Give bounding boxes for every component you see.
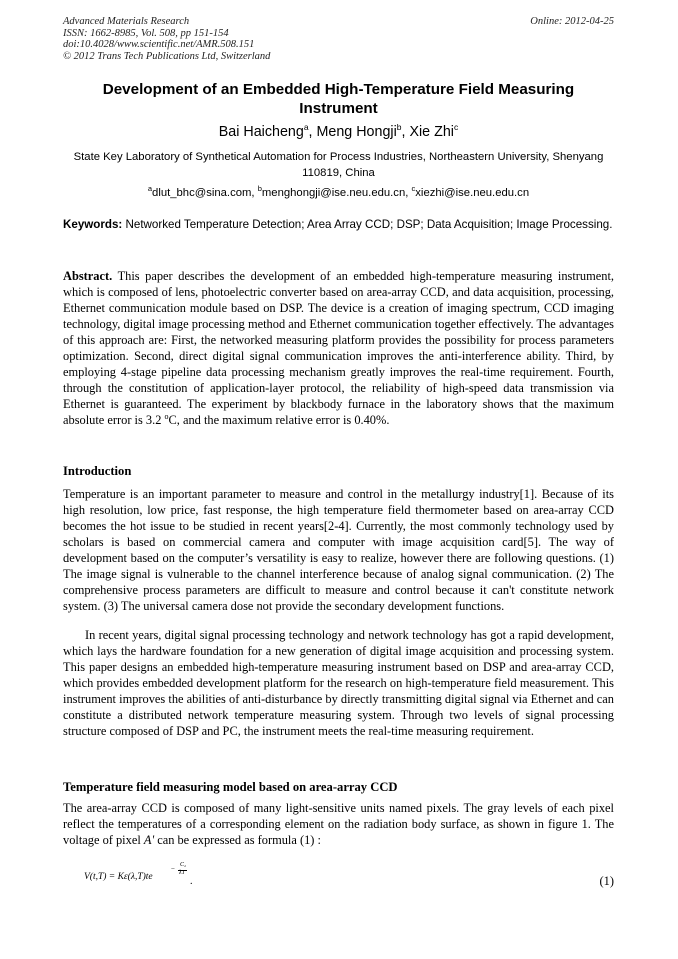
- intro-paragraph-2: In recent years, digital signal processing technology and network technology has got a rapid development, which lays the hardware foundation for a new generation of digital image acquisition and processing system. This paper designs an embedded high-temperature measuring instrument based on DSP and area-array CCD, which provides embedded development platform for the research on high-temperature field measurement. This instrument improves the abilities of anti-disturbance by directly transmitting digital signal via Ethernet and can constitute a distributed network temperature measuring system. Through two levels of signal processing structure composed of DSP and PC, the instrument meets the real-time measuring requirement.: [63, 628, 614, 738]
- keywords: [63, 217, 614, 232]
- exponent-denominator: λT: [179, 870, 185, 876]
- email-sup: b: [257, 184, 262, 193]
- author-list: [63, 122, 614, 142]
- author-name: Bai Haicheng: [218, 124, 304, 140]
- keywords-text: Networked Temperature Detection; Area Array CCD; DSP; Data Acquisition; Image Processing.: [122, 218, 613, 231]
- model-text-end: can be expressed as formula (1) :: [154, 833, 321, 847]
- author-name: Xie Zhi: [409, 124, 454, 140]
- section-heading-model: Temperature field measuring model based on area-array CCD: [63, 780, 398, 794]
- email-sep: ,: [251, 187, 258, 199]
- keywords-label: Keywords:: [63, 218, 123, 231]
- journal-name: Advanced Materials Research: [63, 16, 190, 27]
- exponent-numerator: C₂: [180, 862, 187, 868]
- email-address[interactable]: menghongji@ise.neu.edu.cn: [261, 187, 406, 199]
- model-text: The area-array CCD is composed of many light-sensitive units named pixels. The gray levels of each pixel reflect the temperatures of a corresponding element on the radiation body surface, as shown in figure 1. The voltage of pixel: [63, 801, 614, 847]
- email-list: [63, 186, 614, 201]
- author-name: Meng Hongji: [316, 124, 397, 140]
- author-sep: ,: [308, 124, 317, 140]
- abstract-label: Abstract.: [63, 269, 113, 283]
- equation-1: [84, 862, 224, 894]
- email-address[interactable]: dlut_bhc@sina.com: [152, 187, 252, 199]
- author-sup: c: [453, 122, 459, 132]
- abstract: [63, 268, 614, 428]
- paper-title: Development of an Embedded High-Temperature Field Measuring Instrument: [102, 81, 575, 117]
- exponent-minus: −: [171, 865, 175, 873]
- affiliation: State Key Laboratory of Synthetical Automation for Process Industries, Northeastern University, Shenyang 110819, China: [73, 151, 604, 179]
- email-address[interactable]: xiezhi@ise.neu.edu.cn: [415, 187, 530, 199]
- email-sup: c: [411, 184, 416, 193]
- email-sup: a: [147, 184, 153, 193]
- abstract-text-end: C, and the maximum relative error is 0.40%.: [168, 413, 390, 427]
- equation-main: V(t,T) = Kε(λ,T)te: [84, 872, 153, 882]
- author-sup: b: [396, 122, 402, 132]
- model-paragraph-1: [63, 800, 614, 848]
- issn-line: ISSN: 1662-8985, Vol. 508, pp 151-154: [63, 27, 229, 39]
- equation-number: (1): [599, 874, 614, 888]
- abstract-text: This paper describes the development of an embedded high-temperature measuring instrument, which is composed of lens, photoelectric converter based on area-array CCD, and data acquisition, processing, Ethernet communication module based on DSP. The device is a creation of imaging spectrum, CCD imaging technology, digital image processing method and Ethernet communication together effectively. The advantages of this approach are: First, the networked measuring platform provides the possibility for process parameters optimization. Second, direct digital signal communication improves the anti-interference ability. Third, by employing 4-stage pipeline data processing mechanism greatly improves the real-time requirement. Fourth, through the constitution of application-layer protocol, the reliability of high-speed data transmission via Ethernet is guaranteed. The experiment by blackbody furnace in the laboratory shows that the maximum absolute error is 3.2: [63, 269, 614, 427]
- author-sep: ,: [401, 124, 410, 140]
- doi-line[interactable]: doi:10.4028/www.scientific.net/AMR.508.151: [63, 39, 255, 51]
- author-sup: a: [303, 122, 309, 132]
- equation-period: .: [190, 876, 193, 887]
- email-sep: ,: [405, 187, 412, 199]
- intro-paragraph-1: Temperature is an important parameter to measure and control in the metallurgy industry[1]. Because of its high resolution, low price, fast response, the high temperature field thermometer based on area-array CCD becomes the hot issue to be studied in recent years[2-4]. Currently, the most commonly technology used by scholars is based on commercial camera and computer with image acquisition card[5]. The way of development based on the computer’s versatility is easy to realize, however there are following questions. (1) The image signal is vulnerable to the channel interference because of analog signal communication. (2) The comprehensive process parameters are difficult to measure and control because it can't constitute network system. (3) The universal camera dose not provide the secondary development functions.: [63, 487, 614, 613]
- pixel-symbol: A': [143, 833, 155, 847]
- journal-header: [63, 16, 383, 62]
- degree-symbol: o: [164, 412, 169, 421]
- online-date: Online: 2012-04-25: [530, 16, 614, 27]
- copyright-line: © 2012 Trans Tech Publications Ltd, Switzerland: [63, 50, 271, 62]
- section-heading-introduction: Introduction: [63, 464, 132, 478]
